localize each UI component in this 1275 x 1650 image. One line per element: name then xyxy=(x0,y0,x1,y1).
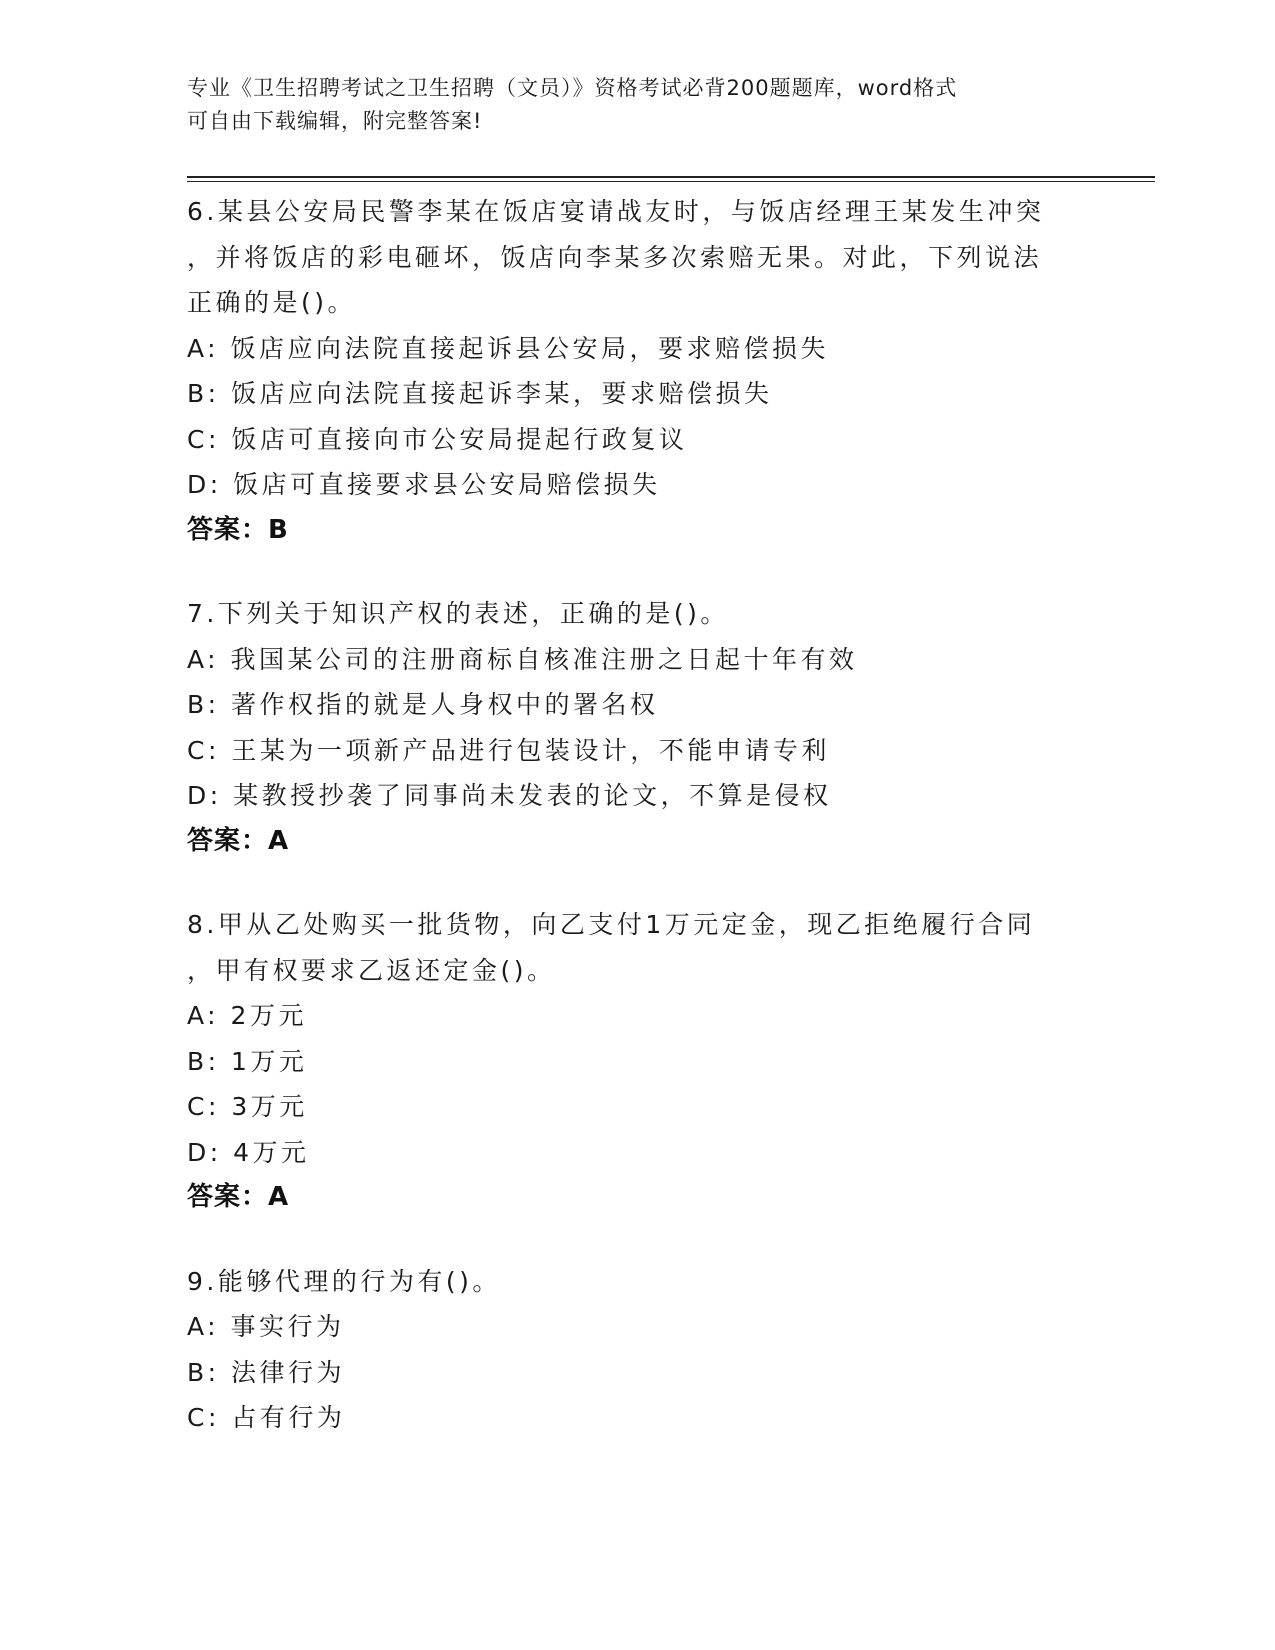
question-stem-line: ，甲有权要求乙返还定金()。 xyxy=(187,955,556,985)
question-6 xyxy=(187,189,1087,553)
question-stem-line: 9.能够代理的行为有()。 xyxy=(187,1266,501,1296)
option-a: A: 饭店应向法院直接起诉县公安局，要求赔偿损失 xyxy=(187,333,830,363)
header-divider-thin xyxy=(187,181,1155,182)
question-stem-line: 8.甲从乙处购买一批货物，向乙支付1万元定金，现乙拒绝履行合同 xyxy=(187,910,1036,939)
option-b: B: 1万元 xyxy=(187,1046,308,1076)
question-7 xyxy=(187,591,1087,864)
option-c: C: 饭店可直接向市公安局提起行政复议 xyxy=(187,424,688,454)
question-stem-line: 7.下列关于知识产权的表述，正确的是()。 xyxy=(187,599,729,628)
option-a: A: 事实行为 xyxy=(187,1312,345,1341)
question-8 xyxy=(187,902,1087,1221)
answer-label: 答案：A xyxy=(187,825,290,856)
option-d: D: 4万元 xyxy=(187,1137,310,1167)
option-d: D: 饭店可直接要求县公安局赔偿损失 xyxy=(187,470,661,499)
option-b: B: 法律行为 xyxy=(187,1357,346,1387)
option-d: D: 某教授抄袭了同事尚未发表的论文，不算是侵权 xyxy=(187,781,832,810)
answer-label: 答案：B xyxy=(187,514,289,545)
option-c: C: 3万元 xyxy=(187,1092,308,1121)
header-line-2: 可自由下载编辑，附完整答案! xyxy=(187,109,483,133)
header-divider-thick xyxy=(187,176,1155,178)
question-list xyxy=(187,189,1087,1479)
option-c: C: 王某为一项新产品进行包装设计，不能申请专利 xyxy=(187,735,830,765)
question-stem-line: ，并将饭店的彩电砸坏，饭店向李某多次索赔无果。对此，下列说法 xyxy=(187,242,1043,272)
option-b: B: 饭店应向法院直接起诉李某，要求赔偿损失 xyxy=(187,379,773,408)
option-c: C: 占有行为 xyxy=(187,1403,346,1432)
header-line-1: 专业《卫生招聘考试之卫生招聘（文员）》资格考试必背200题题库，word格式 xyxy=(187,76,958,100)
question-stem-line: 正确的是()。 xyxy=(187,288,357,317)
question-9 xyxy=(187,1259,1087,1441)
option-a: A: 我国某公司的注册商标自核准注册之日起十年有效 xyxy=(187,644,858,674)
option-b: B: 著作权指的就是人身权中的署名权 xyxy=(187,690,659,719)
option-a: A: 2万元 xyxy=(187,1001,307,1030)
answer-label: 答案：A xyxy=(187,1182,290,1212)
question-stem-line: 6.某县公安局民警李某在饭店宴请战友时，与饭店经理王某发生冲突 xyxy=(187,197,1045,226)
document-header xyxy=(187,72,1067,138)
